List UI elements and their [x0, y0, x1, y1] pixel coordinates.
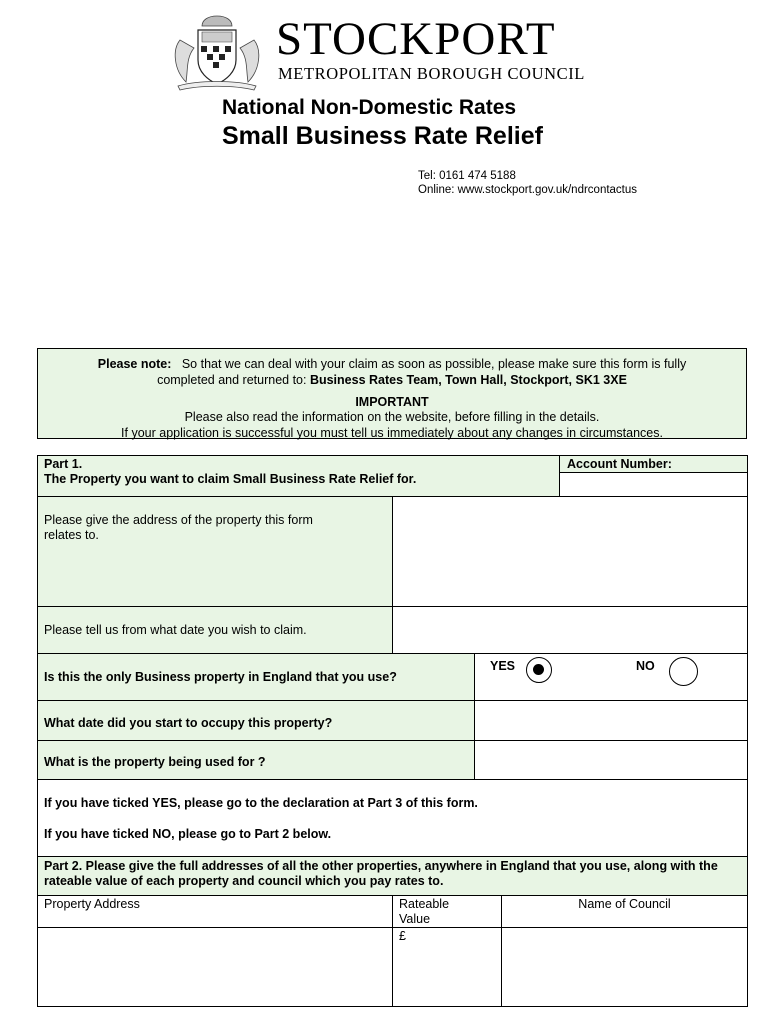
- note-line-2: [38, 373, 746, 387]
- note-text-2: completed and returned to:: [157, 373, 310, 387]
- return-address: Business Rates Team, Town Hall, Stockport, SK1 3XE: [309, 373, 627, 387]
- yes-radio-selected-dot: [533, 664, 544, 675]
- council-name-input[interactable]: [501, 927, 748, 1007]
- instructions-box: [37, 779, 748, 857]
- part1-heading: Part 1.: [44, 457, 83, 471]
- occupy-date-input[interactable]: [474, 700, 748, 741]
- account-number-input[interactable]: [559, 472, 748, 497]
- contact-tel: Tel: 0161 474 5188: [418, 170, 516, 182]
- part1-subheading: The Property you want to claim Small Business Rate Relief for.: [44, 472, 417, 486]
- note-read-website: Please also read the information on the website, before filling in the details.: [184, 410, 600, 424]
- note-line-1: [38, 357, 746, 371]
- currency-symbol: £: [399, 929, 406, 943]
- contact-online: Online: www.stockport.gov.uk/ndrcontactus: [418, 184, 638, 196]
- council-crest-logo: [168, 10, 266, 92]
- yes-label: YES: [490, 659, 516, 673]
- rateable-value-input[interactable]: [392, 927, 502, 1007]
- claim-date-input[interactable]: [392, 606, 748, 654]
- no-label: NO: [636, 659, 655, 673]
- yes-no-cell: [474, 653, 748, 701]
- col-name-of-council: Name of Council: [501, 895, 748, 928]
- note-text-1: So that we can deal with your claim as soon as possible, please make sure this form is fully: [181, 357, 687, 371]
- if-yes-instruction: If you have ticked YES, please go to the declaration at Part 3 of this form.: [44, 796, 478, 810]
- claim-date-question: Please tell us from what date you wish to claim.: [37, 606, 393, 654]
- property-usage-input[interactable]: [474, 740, 748, 780]
- contact-details: [418, 169, 637, 197]
- part2-heading: Part 2. Please give the full addresses of all the other properties, anywhere in England that you use, along with the rateable value of each property and council which you pay rates to.: [37, 856, 748, 896]
- council-subtitle: METROPOLITAN BOROUGH COUNCIL: [278, 64, 585, 83]
- no-radio[interactable]: [669, 657, 698, 686]
- property-usage-question: What is the property being used for ?: [37, 740, 475, 780]
- property-address-input[interactable]: [37, 927, 393, 1007]
- note-label: Please note:: [97, 357, 172, 371]
- col-property-address: Property Address: [37, 895, 393, 928]
- council-name: STOCKPORT: [276, 13, 556, 65]
- address-question: Please give the address of the property this form relates to.: [37, 496, 393, 607]
- occupy-date-question: What date did you start to occupy this property?: [37, 700, 475, 741]
- form-title-line2: Small Business Rate Relief: [222, 122, 543, 150]
- only-property-question: Is this the only Business property in England that you use?: [37, 653, 475, 701]
- important-heading: IMPORTANT: [355, 395, 429, 409]
- form-title-line1: National Non-Domestic Rates: [222, 96, 517, 119]
- yes-radio[interactable]: [526, 657, 552, 683]
- account-number-label: Account Number:: [559, 455, 748, 473]
- if-no-instruction: If you have ticked NO, please go to Part 2 below.: [44, 827, 332, 841]
- col-rateable-value: Rateable Value: [392, 895, 502, 928]
- address-input[interactable]: [392, 496, 748, 607]
- note-tell-changes: If your application is successful you must tell us immediately about any changes in circumstances.: [121, 426, 663, 440]
- please-note-box: [37, 348, 747, 439]
- part1-header: [37, 455, 560, 497]
